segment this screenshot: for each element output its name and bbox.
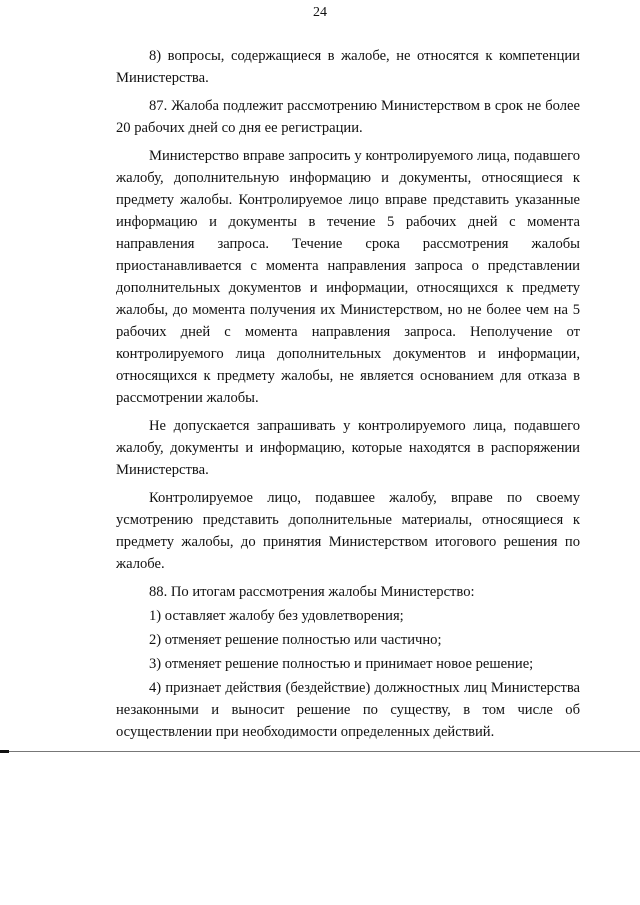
page-edge-mark [0, 750, 9, 753]
paragraph-item-8: 8) вопросы, содержащиеся в жалобе, не относятся к компетенции Министерства. [116, 48, 580, 86]
page-bottom-rule [0, 751, 640, 752]
document-body [116, 45, 580, 745]
paragraph-87: 87. Жалоба подлежит рассмотрению Министерством в срок не более 20 рабочих дней со дня ее регистрации. [116, 98, 580, 136]
list-item-4: 4) признает действия (бездействие) должностных лиц Министерства незаконными и выносит решение по существу, в том числе об осуществлении при необходимости определенных действий. [116, 680, 580, 740]
page-number: 24 [313, 5, 327, 20]
list-item-2: 2) отменяет решение полностью или частично; [149, 632, 442, 648]
paragraph-88: 88. По итогам рассмотрения жалобы Министерство: [149, 584, 475, 600]
paragraph-additional-materials: Контролируемое лицо, подавшее жалобу, вправе по своему усмотрению представить дополнительные материалы, относящиеся к предмету жалобы, до принятия Министерством итогового решения по жалобе. [116, 490, 580, 572]
list-item-1: 1) оставляет жалобу без удовлетворения; [149, 608, 404, 624]
paragraph-additional-info-request: Министерство вправе запросить у контролируемого лица, подавшего жалобу, дополнительную информацию и документы, относящиеся к предмету жалобы. Контролируемое лицо вправе представить указанные информацию и документы в течение 5 рабочих дней с момента направления запроса. Течение срока рассмотрения жалобы приостанавливается с момента направления запроса о представлении дополнительных документов и информации, относящихся к предмету жалобы, до момента получения их Министерством, но не более чем на 5 рабочих дней с момента направления запроса. Неполучение от контролируемого лица дополнительных документов и информации, относящихся к предмету жалобы, не является основанием для отказа в рассмотрении жалобы. [116, 148, 580, 406]
list-item-3: 3) отменяет решение полностью и принимает новое решение; [149, 656, 534, 672]
paragraph-request-prohibition: Не допускается запрашивать у контролируемого лица, подавшего жалобу, документы и информацию, которые находятся в распоряжении Министерства. [116, 418, 580, 478]
